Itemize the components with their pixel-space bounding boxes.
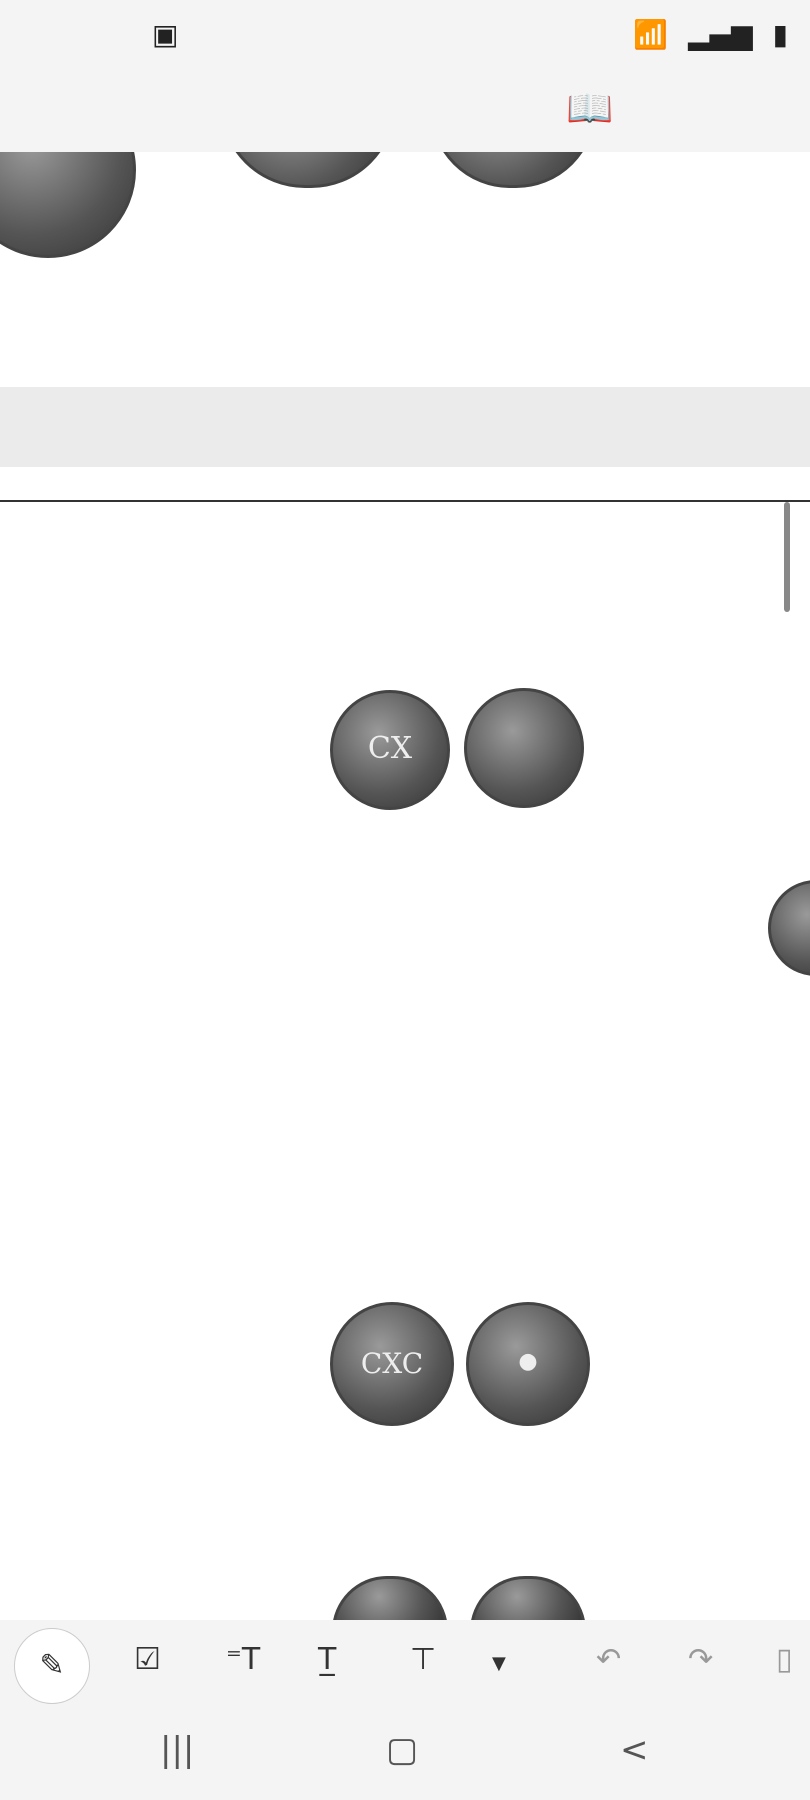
- system-nav-bar: [0, 1710, 810, 1800]
- nav-back-icon[interactable]: <: [620, 1730, 649, 1770]
- page-separator: [0, 387, 810, 467]
- coin-image: [0, 152, 136, 258]
- scrollbar[interactable]: [784, 502, 790, 612]
- text-box-tool-icon[interactable]: ⊤: [410, 1642, 437, 1677]
- wifi-icon: 📶: [633, 18, 668, 51]
- annotation-toolbar: [0, 1620, 810, 1710]
- status-right: [633, 18, 788, 51]
- signal-icon: ▂▄▆: [687, 18, 753, 51]
- app-bar: [0, 72, 810, 152]
- coin-image: [768, 880, 810, 976]
- undo-icon[interactable]: ↶: [596, 1642, 622, 1677]
- coin-image: [220, 152, 396, 188]
- coin-reverse-812-1a: [464, 688, 584, 808]
- redo-icon[interactable]: ↷: [688, 1642, 714, 1677]
- recent-apps-icon[interactable]: |||: [160, 1730, 195, 1770]
- status-bar: [0, 0, 810, 72]
- pen-tool-icon[interactable]: ✎: [14, 1628, 90, 1704]
- text-underline-tool-icon[interactable]: T̲: [318, 1642, 337, 1677]
- eraser-icon[interactable]: ▯: [776, 1642, 793, 1677]
- coin-image: [332, 1576, 448, 1620]
- document-view[interactable]: [0, 152, 810, 1620]
- text-strike-tool-icon[interactable]: ⁼T: [226, 1642, 261, 1677]
- checkbox-tool-icon[interactable]: ☑: [134, 1642, 161, 1677]
- page-top-rule: [0, 500, 810, 502]
- coin-reverse-826-1: ●: [466, 1302, 590, 1426]
- book-view-icon[interactable]: 📖: [566, 86, 614, 130]
- gallery-icon: ▣: [152, 18, 179, 51]
- status-left-icons: [152, 18, 208, 51]
- coin-obverse-812-1a: CX: [330, 690, 450, 810]
- home-icon[interactable]: ▢: [386, 1730, 419, 1770]
- coin-image: [470, 1576, 586, 1620]
- coin-obverse-826-1: CXC: [330, 1302, 454, 1426]
- battery-icon: ▮: [772, 18, 788, 51]
- coin-image: [430, 152, 596, 188]
- chevron-down-icon: ▼: [492, 1653, 506, 1674]
- font-size-selector[interactable]: [492, 1642, 506, 1677]
